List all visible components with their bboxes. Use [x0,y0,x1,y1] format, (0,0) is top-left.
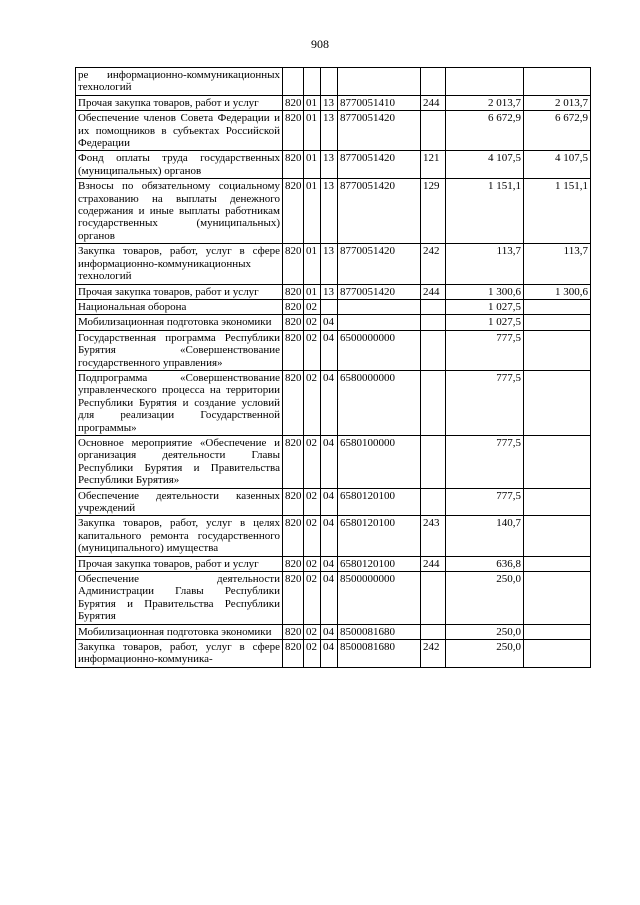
target-article-cell: 8500081680 [338,640,421,668]
item-name-cell: Прочая закупка товаров, работ и услуг [76,284,283,299]
amount-cell: 777,5 [446,330,524,370]
section-code-cell: 02 [304,435,321,488]
table-row [76,640,591,668]
target-article-cell: 8770051420 [338,284,421,299]
amount-cell: 250,0 [446,624,524,639]
subsection-code-cell: 04 [321,330,338,370]
amount-second-cell: 2 013,7 [524,95,591,110]
department-code-cell: 820 [283,516,304,556]
section-code-cell: 01 [304,244,321,284]
table-row [76,435,591,488]
department-code-cell [283,68,304,96]
department-code-cell: 820 [283,640,304,668]
item-name-cell: Закупка товаров, работ, услуг в целях капитального ремонта государственного (муниципального) имущества [76,516,283,556]
subsection-code-cell: 04 [321,556,338,571]
amount-second-cell [524,488,591,516]
section-code-cell: 02 [304,624,321,639]
table-row [76,179,591,244]
item-name-cell: Прочая закупка товаров, работ и услуг [76,556,283,571]
section-code-cell: 01 [304,284,321,299]
expense-type-cell [421,330,446,370]
amount-second-cell [524,516,591,556]
subsection-code-cell: 04 [321,435,338,488]
subsection-code-cell [321,68,338,96]
section-code-cell: 02 [304,370,321,435]
item-name-cell: Мобилизационная подготовка экономики [76,315,283,330]
department-code-cell: 820 [283,284,304,299]
expense-type-cell: 243 [421,516,446,556]
amount-second-cell: 1 151,1 [524,179,591,244]
amount-cell: 636,8 [446,556,524,571]
subsection-code-cell: 13 [321,284,338,299]
expense-type-cell [421,111,446,151]
subsection-code-cell: 04 [321,315,338,330]
section-code-cell: 02 [304,516,321,556]
target-article-cell: 6580120100 [338,488,421,516]
subsection-code-cell: 13 [321,179,338,244]
amount-second-cell: 6 672,9 [524,111,591,151]
budget-table [75,67,591,668]
department-code-cell: 820 [283,151,304,179]
subsection-code-cell: 13 [321,244,338,284]
amount-cell: 2 013,7 [446,95,524,110]
table-row [76,315,591,330]
item-name-cell: Обеспечение деятельности Администрации Главы Республики Бурятия и Правительства Республики Бурятия [76,572,283,625]
item-name-cell: Взносы по обязательному социальному страхованию на выплаты денежного содержания и иные выплаты работникам государственных (муниципальных) органов [76,179,283,244]
section-code-cell: 02 [304,556,321,571]
expense-type-cell: 244 [421,95,446,110]
table-row [76,299,591,314]
section-code-cell: 01 [304,179,321,244]
expense-type-cell: 121 [421,151,446,179]
target-article-cell: 6580120100 [338,556,421,571]
target-article-cell: 8770051420 [338,179,421,244]
target-article-cell [338,68,421,96]
item-name-cell: Прочая закупка товаров, работ и услуг [76,95,283,110]
amount-second-cell [524,370,591,435]
item-name-cell: Фонд оплаты труда государственных (муниципальных) органов [76,151,283,179]
section-code-cell: 01 [304,95,321,110]
table-row [76,95,591,110]
department-code-cell: 820 [283,435,304,488]
amount-cell: 6 672,9 [446,111,524,151]
target-article-cell: 8500000000 [338,572,421,625]
item-name-cell: Основное мероприятие «Обеспечение и организация деятельности Главы Республики Бурятия и Правительства Республики Бурятия» [76,435,283,488]
target-article-cell: 6580120100 [338,516,421,556]
item-name-cell: Закупка товаров, работ, услуг в сфере информационно-коммуникационных технологий [76,244,283,284]
section-code-cell: 01 [304,151,321,179]
table-row [76,244,591,284]
amount-second-cell [524,315,591,330]
amount-cell: 250,0 [446,572,524,625]
department-code-cell: 820 [283,488,304,516]
amount-cell: 777,5 [446,488,524,516]
table-row [76,111,591,151]
section-code-cell [304,68,321,96]
expense-type-cell [421,315,446,330]
expense-type-cell [421,624,446,639]
table-row [76,330,591,370]
page-number: 908 [311,37,329,51]
expense-type-cell [421,488,446,516]
expense-type-cell: 244 [421,284,446,299]
table-row [76,151,591,179]
target-article-cell: 6580000000 [338,370,421,435]
section-code-cell: 01 [304,111,321,151]
department-code-cell: 820 [283,111,304,151]
table-row [76,284,591,299]
amount-cell: 777,5 [446,370,524,435]
expense-type-cell [421,68,446,96]
subsection-code-cell: 04 [321,370,338,435]
subsection-code-cell: 13 [321,111,338,151]
amount-cell: 250,0 [446,640,524,668]
expense-type-cell: 129 [421,179,446,244]
expense-type-cell [421,299,446,314]
department-code-cell: 820 [283,370,304,435]
subsection-code-cell: 04 [321,516,338,556]
department-code-cell: 820 [283,624,304,639]
item-name-cell: ре информационно-коммуникационных технологий [76,68,283,96]
amount-cell: 113,7 [446,244,524,284]
amount-second-cell [524,68,591,96]
amount-second-cell [524,556,591,571]
amount-second-cell: 1 300,6 [524,284,591,299]
subsection-code-cell: 04 [321,488,338,516]
department-code-cell: 820 [283,299,304,314]
section-code-cell: 02 [304,315,321,330]
department-code-cell: 820 [283,179,304,244]
section-code-cell: 02 [304,330,321,370]
amount-second-cell [524,640,591,668]
amount-second-cell [524,572,591,625]
section-code-cell: 02 [304,572,321,625]
item-name-cell: Мобилизационная подготовка экономики [76,624,283,639]
amount-second-cell: 4 107,5 [524,151,591,179]
expense-type-cell [421,370,446,435]
department-code-cell: 820 [283,330,304,370]
target-article-cell [338,299,421,314]
amount-second-cell: 113,7 [524,244,591,284]
target-article-cell: 8770051420 [338,151,421,179]
amount-second-cell [524,435,591,488]
target-article-cell: 6500000000 [338,330,421,370]
item-name-cell: Обеспечение членов Совета Федерации и их помощников в субъектах Российской Федерации [76,111,283,151]
section-code-cell: 02 [304,488,321,516]
target-article-cell: 6580100000 [338,435,421,488]
amount-cell [446,68,524,96]
amount-second-cell [524,624,591,639]
department-code-cell: 820 [283,95,304,110]
subsection-code-cell [321,299,338,314]
department-code-cell: 820 [283,572,304,625]
expense-type-cell [421,435,446,488]
target-article-cell: 8770051420 [338,111,421,151]
table-row [76,516,591,556]
amount-cell: 4 107,5 [446,151,524,179]
subsection-code-cell: 04 [321,640,338,668]
department-code-cell: 820 [283,244,304,284]
amount-cell: 140,7 [446,516,524,556]
amount-second-cell [524,299,591,314]
amount-second-cell [524,330,591,370]
amount-cell: 777,5 [446,435,524,488]
expense-type-cell [421,572,446,625]
table-row [76,572,591,625]
item-name-cell: Государственная программа Республики Бурятия «Совершенствование государственного управления» [76,330,283,370]
item-name-cell: Подпрограмма «Совершенствование управленческого процесса на территории Республики Бурятия и создание условий для реализации Государственной программы» [76,370,283,435]
expense-type-cell: 244 [421,556,446,571]
amount-cell: 1 300,6 [446,284,524,299]
department-code-cell: 820 [283,315,304,330]
item-name-cell: Закупка товаров, работ, услуг в сфере информационно-коммуника- [76,640,283,668]
target-article-cell [338,315,421,330]
amount-cell: 1 027,5 [446,315,524,330]
subsection-code-cell: 04 [321,624,338,639]
target-article-cell: 8500081680 [338,624,421,639]
target-article-cell: 8770051410 [338,95,421,110]
table-row [76,556,591,571]
item-name-cell: Национальная оборона [76,299,283,314]
table-row [76,68,591,96]
expense-type-cell: 242 [421,640,446,668]
table-body [76,68,591,668]
section-code-cell: 02 [304,299,321,314]
table-row [76,370,591,435]
expense-type-cell: 242 [421,244,446,284]
subsection-code-cell: 13 [321,151,338,179]
item-name-cell: Обеспечение деятельности казенных учреждений [76,488,283,516]
subsection-code-cell: 04 [321,572,338,625]
table-row [76,488,591,516]
department-code-cell: 820 [283,556,304,571]
subsection-code-cell: 13 [321,95,338,110]
section-code-cell: 02 [304,640,321,668]
amount-cell: 1 027,5 [446,299,524,314]
table-row [76,624,591,639]
target-article-cell: 8770051420 [338,244,421,284]
amount-cell: 1 151,1 [446,179,524,244]
